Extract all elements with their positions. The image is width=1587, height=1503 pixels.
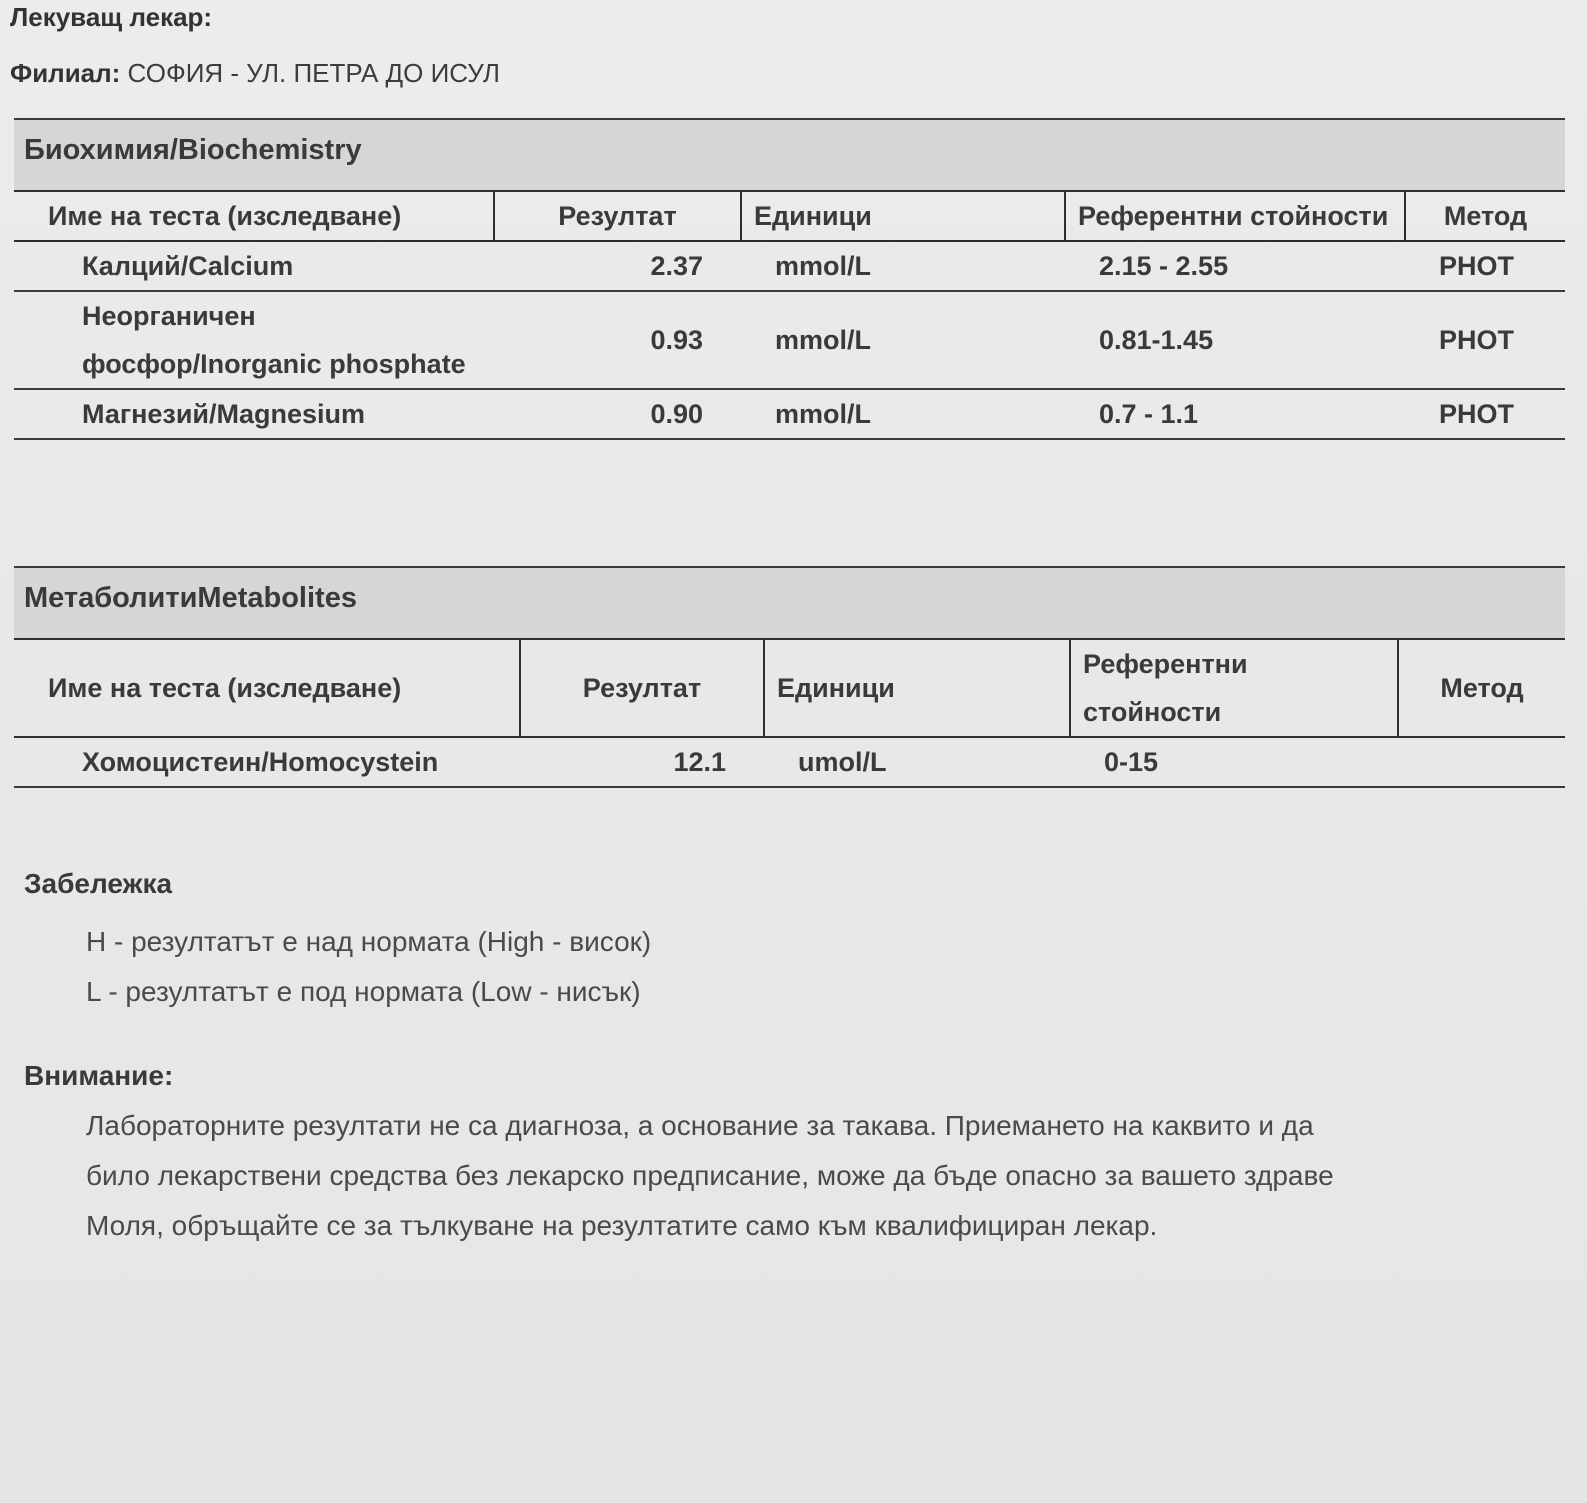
col-header-result: Резултат <box>494 191 741 241</box>
metabolites-section <box>14 566 1565 788</box>
table-header-row <box>14 639 1565 737</box>
metabolites-table <box>14 638 1565 788</box>
remark-high-line: H - резултатът е над нормата (High - висок) <box>86 926 652 957</box>
table-row <box>14 737 1565 787</box>
col-header-result: Резултат <box>520 639 764 737</box>
test-units: mmol/L <box>741 241 1065 291</box>
attention-line: било лекарствени средства без лекарско предписание, може да бъде опасно за вашето здраве <box>86 1160 1334 1191</box>
test-units: mmol/L <box>741 389 1065 439</box>
col-header-units: Единици <box>741 191 1065 241</box>
branch-label: Филиал: <box>10 58 121 88</box>
remark-low-line: L - резултатът е под нормата (Low - нисък) <box>86 976 641 1007</box>
test-method <box>1398 737 1565 787</box>
test-method: PHOT <box>1405 291 1565 389</box>
treating-doctor-label: Лекуващ лекар: <box>10 2 213 32</box>
test-units: umol/L <box>764 737 1070 787</box>
col-header-units: Единици <box>764 639 1070 737</box>
treating-doctor-line <box>10 2 212 33</box>
biochemistry-title: Биохимия/Biochemistry <box>14 118 1565 190</box>
table-row <box>14 241 1565 291</box>
test-reference: 0-15 <box>1070 737 1398 787</box>
attention-line: Лабораторните резултати не са диагноза, а основание за такава. Приемането на каквито и да <box>86 1110 1314 1141</box>
test-reference: 0.7 - 1.1 <box>1065 389 1405 439</box>
col-header-method: Метод <box>1398 639 1565 737</box>
col-header-test-name: Име на теста (изследване) <box>14 191 494 241</box>
metabolites-title: МетаболитиMetabolites <box>14 566 1565 638</box>
test-method: PHOT <box>1405 389 1565 439</box>
attention-line: Моля, обръщайте се за тълкуване на резултатите само към квалифициран лекар. <box>86 1210 1158 1241</box>
remark-title: Забележка <box>24 868 173 899</box>
table-row <box>14 291 1565 389</box>
test-reference: 0.81-1.45 <box>1065 291 1405 389</box>
test-units: mmol/L <box>741 291 1065 389</box>
test-name: Хомоцистеин/Homocystein <box>14 737 520 787</box>
table-header-row <box>14 191 1565 241</box>
biochemistry-section <box>14 118 1565 440</box>
branch-line <box>10 58 500 89</box>
test-name: Калций/Calcium <box>14 241 494 291</box>
col-header-method: Метод <box>1405 191 1565 241</box>
test-name: Неорганичен фосфор/Inorganic phosphate <box>14 291 494 389</box>
test-reference: 2.15 - 2.55 <box>1065 241 1405 291</box>
test-result: 2.37 <box>494 241 741 291</box>
col-header-test-name: Име на теста (изследване) <box>14 639 520 737</box>
test-method: PHOT <box>1405 241 1565 291</box>
test-result: 0.93 <box>494 291 741 389</box>
table-row <box>14 389 1565 439</box>
attention-title: Внимание: <box>24 1060 174 1091</box>
test-result: 0.90 <box>494 389 741 439</box>
biochemistry-table <box>14 190 1565 440</box>
test-result: 12.1 <box>520 737 764 787</box>
branch-value: СОФИЯ - УЛ. ПЕТРА ДО ИСУЛ <box>127 58 500 88</box>
col-header-reference: Референтни стойности <box>1070 639 1398 737</box>
test-name: Магнезий/Magnesium <box>14 389 494 439</box>
col-header-reference: Референтни стойности <box>1065 191 1405 241</box>
